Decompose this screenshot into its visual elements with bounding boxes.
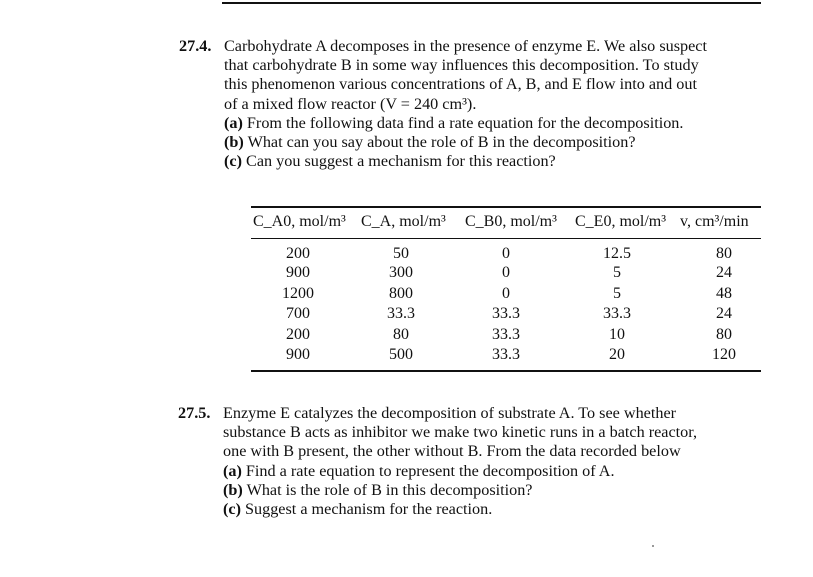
table-cell: 12.5 <box>603 245 631 262</box>
column-header: v, cm³/min <box>680 213 749 230</box>
table-cell: 80 <box>716 245 732 262</box>
sub-question-text: What can you say about the role of B in the decomposition? <box>247 133 636 152</box>
column-header: C_A, mol/m³ <box>361 213 446 230</box>
table-cell: 900 <box>286 264 310 281</box>
table-bottom-rule <box>251 370 761 372</box>
table-cell: 80 <box>393 326 409 343</box>
problem-text-line: Carbohydrate A decomposes in the presence of enzyme E. We also suspect <box>224 37 707 55</box>
scan-speck <box>652 545 654 547</box>
table-cell: 33.3 <box>492 326 520 343</box>
sub-question <box>223 481 768 500</box>
table-cell: 20 <box>609 346 625 363</box>
table-header-rule <box>251 238 761 239</box>
table-cell: 24 <box>716 264 732 281</box>
column-header: C_B0, mol/m³ <box>465 213 557 230</box>
column-header: C_A0, mol/m³ <box>253 213 346 230</box>
table-cell: 0 <box>502 285 510 302</box>
table-cell: 120 <box>712 346 736 363</box>
problem-text-line: substance B acts as inhibitor we make two kinetic runs in a batch reactor, <box>223 423 698 442</box>
table-cell: 800 <box>389 285 413 302</box>
problem-27-4 <box>179 37 769 171</box>
table-cell: 33.3 <box>492 346 520 363</box>
table-cell: 0 <box>502 245 510 262</box>
sub-question-label: (c) <box>224 152 242 171</box>
problem-text-line: this phenomenon various concentrations of A, B, and E flow into and out <box>224 75 697 94</box>
sub-question <box>223 500 768 519</box>
sub-question-label: (c) <box>223 500 241 519</box>
problem-number: 27.5. <box>178 404 211 422</box>
table-cell: 33.3 <box>603 305 631 322</box>
table-cell: 24 <box>716 305 732 322</box>
sub-question <box>224 114 769 133</box>
table-cell: 900 <box>286 346 310 363</box>
table-cell: 5 <box>613 264 621 281</box>
table-cell: 48 <box>716 285 732 302</box>
problem-27-5 <box>178 404 768 519</box>
column-header: C_E0, mol/m³ <box>575 213 667 230</box>
table-cell: 33.3 <box>492 305 520 322</box>
sub-question <box>223 462 768 481</box>
sub-question-label: (a) <box>224 113 243 132</box>
table-cell: 0 <box>502 264 510 281</box>
sub-question <box>224 133 769 152</box>
sub-question-label: (b) <box>223 480 243 499</box>
sub-question-text: From the following data find a rate equation for the decomposition. <box>246 113 684 132</box>
top-rule <box>222 2 761 4</box>
table-cell: 1200 <box>282 285 314 302</box>
table-cell: 80 <box>716 326 732 343</box>
problem-text-line: Enzyme E catalyzes the decomposition of substrate A. To see whether <box>223 404 677 422</box>
table-cell: 33.3 <box>387 305 415 322</box>
problem-text-line: that carbohydrate B in some way influences this decomposition. To study <box>224 56 699 75</box>
table-cell: 5 <box>613 285 621 302</box>
table-cell: 500 <box>389 346 413 363</box>
table-cell: 10 <box>609 326 625 343</box>
table-cell: 50 <box>393 245 409 262</box>
table-cell: 200 <box>286 326 310 343</box>
table-cell: 200 <box>286 245 310 262</box>
sub-question <box>224 152 769 171</box>
table-cell: 300 <box>389 264 413 281</box>
sub-question-text: Find a rate equation to represent the decomposition of A. <box>245 461 615 480</box>
sub-question-text: What is the role of B in this decomposition? <box>246 480 533 499</box>
problem-text-line: of a mixed flow reactor (V = 240 cm³). <box>224 94 477 113</box>
problem-number: 27.4. <box>179 37 212 55</box>
sub-question-text: Can you suggest a mechanism for this reaction? <box>246 152 556 171</box>
table-cell: 700 <box>286 305 310 322</box>
sub-question-text: Suggest a mechanism for the reaction. <box>245 500 493 519</box>
sub-question-label: (a) <box>223 461 242 480</box>
problem-text-line: one with B present, the other without B. From the data recorded below <box>223 442 681 461</box>
sub-question-label: (b) <box>224 133 244 152</box>
table-top-rule <box>251 206 761 208</box>
